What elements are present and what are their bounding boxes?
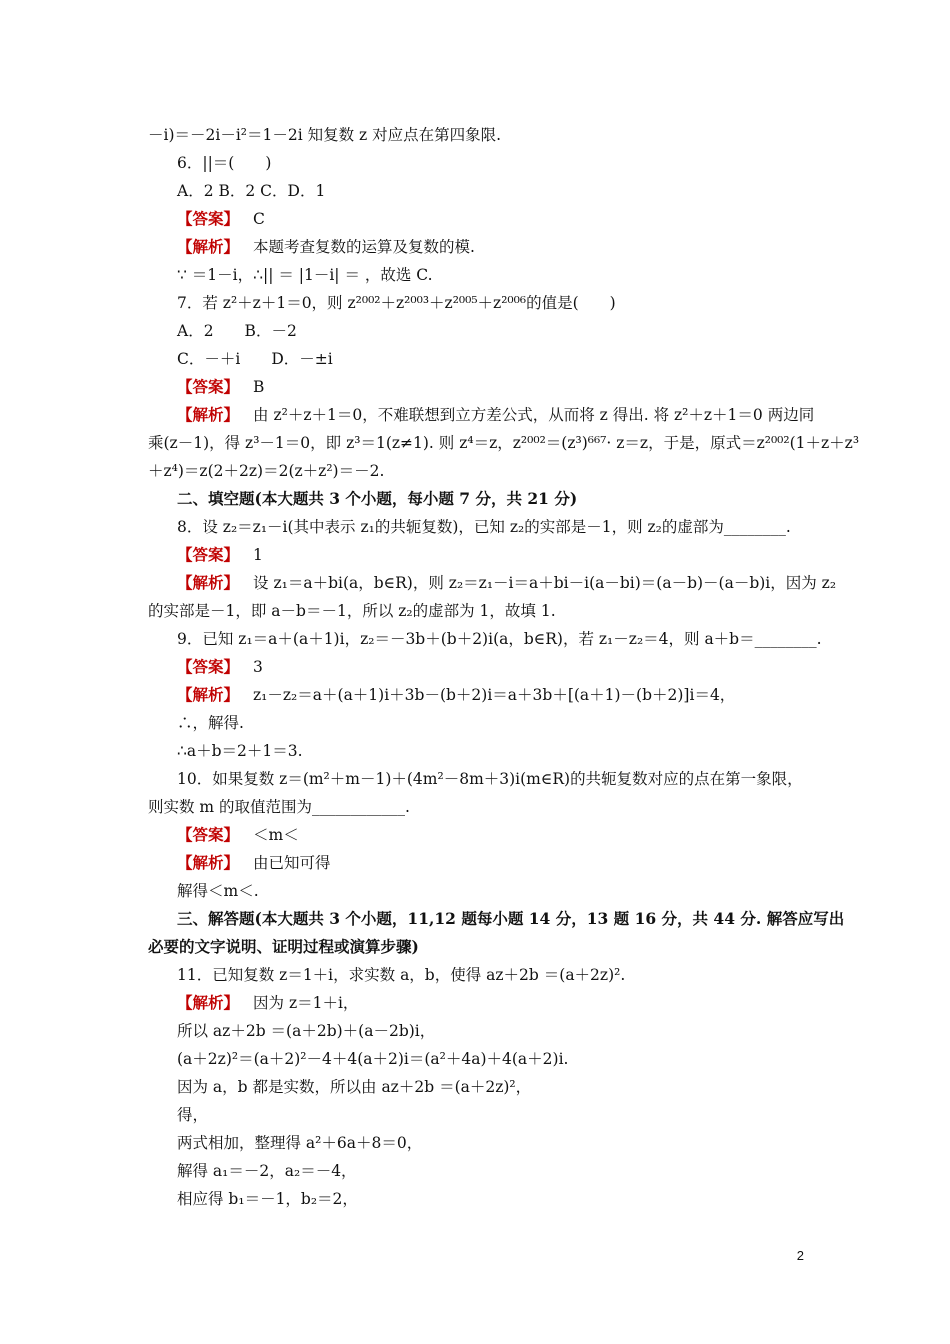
analysis-11: 【解析】 因为 z＝1＋i，	[177, 993, 359, 1012]
analysis-9: 【解析】 z₁－z₂＝a＋(a＋1)i＋3b－(b＋2)i＝a＋3b＋[(a＋1)－(b＋2)]i＝4，	[177, 685, 736, 704]
text-line: 相应得 b₁＝－1，b₂＝2，	[177, 1190, 358, 1208]
analysis-8: 【解析】 设 z₁＝a＋bi(a，b∈R)，则 z₂＝z₁－i＝a＋bi－i(a－bi)＝(a－b)－(a－b)i，因为 z₂	[177, 573, 837, 592]
text-line: 两式相加，整理得 a²＋6a＋8＝0，	[177, 1134, 423, 1152]
answer-tag: 【答案】	[177, 209, 240, 228]
section-heading: 三、解答题(本大题共 3 个小题，11,12 题每小题 14 分，13 题 16 分，共 44 分. 解答应写出	[177, 909, 845, 928]
text-line: ∴，解得.	[177, 714, 244, 732]
options-6: A．2 B．2 C．D．1	[177, 182, 326, 200]
answer-10: 【答案】 ＜m＜	[177, 825, 299, 844]
answer-7: 【答案】 B	[177, 377, 265, 396]
question-10: 10．如果复数 z＝(m²＋m－1)＋(4m²－8m＋3)i(m∈R)的共轭复数对应的点在第一象限，	[177, 770, 803, 788]
text-line: 因为 a，b 都是实数，所以由 az＋2b ＝(a＋2z)²，	[177, 1078, 532, 1096]
section-heading: 二、填空题(本大题共 3 个小题，每小题 7 分，共 21 分)	[177, 489, 578, 508]
options-7: A．2 B．－2	[177, 322, 297, 340]
question-9: 9．已知 z₁＝a＋(a＋1)i，z₂＝－3b＋(b＋2)i(a，b∈R)，若 z₁－z₂＝4，则 a＋b＝________.	[177, 630, 822, 648]
section-heading: 必要的文字说明、证明过程或演算步骤)	[148, 937, 419, 956]
text-line: ∵ ＝1－i，∴|| ＝ |1－i| ＝ ，故选 C.	[177, 266, 433, 284]
answer-tag: 【答案】	[177, 545, 240, 564]
analysis-7: 【解析】 由 z²＋z＋1＝0，不难联想到立方差公式，从而将 z 得出. 将 z²＋z＋1＝0 两边同	[177, 405, 815, 424]
text-line: 解得＜m＜.	[177, 882, 259, 900]
text-line: 得，	[177, 1106, 209, 1124]
text-line: 乘(z－1)，得 z³－1＝0，即 z³＝1(z≠1). 则 z⁴＝z，z²⁰⁰²＝(z³)⁶⁶⁷· z＝z，于是，原式＝z²⁰⁰²(1＋z＋z³	[148, 434, 860, 452]
text-line: 解得 a₁＝－2，a₂＝－4，	[177, 1162, 357, 1180]
analysis-tag: 【解析】	[177, 405, 240, 424]
text-line: ＋z⁴)＝z(2＋2z)＝2(z＋z²)＝－2.	[148, 462, 385, 480]
question-6: 6．||＝( )	[177, 154, 272, 172]
text-line: (a＋2z)²＝(a＋2)²－4＋4(a＋2)i＝(a²＋4a)＋4(a＋2)i.	[177, 1050, 569, 1068]
analysis-tag: 【解析】	[177, 237, 240, 256]
question-7: 7．若 z²＋z＋1＝0，则 z²⁰⁰²＋z²⁰⁰³＋z²⁰⁰⁵＋z²⁰⁰⁶的值是( )	[177, 294, 616, 312]
answer-6: 【答案】 C	[177, 209, 265, 228]
text-line: 的实部是－1，即 a－b＝－1，所以 z₂的虚部为 1，故填 1.	[148, 602, 556, 620]
answer-9: 【答案】 3	[177, 657, 263, 676]
analysis-10: 【解析】 由已知可得	[177, 853, 331, 872]
options-7: C．－＋i D．－±i	[177, 350, 333, 368]
text-line: －i)＝－2i－i²＝1－2i 知复数 z 对应点在第四象限.	[148, 126, 502, 144]
text-line: ∴a＋b＝2＋1＝3.	[177, 742, 303, 760]
analysis-6: 【解析】 本题考查复数的运算及复数的模.	[177, 237, 475, 256]
text-line: 则实数 m 的取值范围为____________.	[148, 798, 410, 816]
analysis-tag: 【解析】	[177, 993, 240, 1012]
page-number: 2	[796, 1248, 804, 1263]
analysis-tag: 【解析】	[177, 685, 240, 704]
answer-tag: 【答案】	[177, 377, 240, 396]
answer-8: 【答案】 1	[177, 545, 263, 564]
question-8: 8．设 z₂＝z₁－i(其中表示 z₁的共轭复数)，已知 z₂的实部是－1，则 z₂的虚部为________.	[177, 518, 791, 536]
analysis-tag: 【解析】	[177, 573, 240, 592]
answer-tag: 【答案】	[177, 825, 240, 844]
text-line: 所以 az＋2b ＝(a＋2b)＋(a－2b)i，	[177, 1022, 436, 1040]
question-11: 11．已知复数 z＝1＋i，求实数 a，b，使得 az＋2b ＝(a＋2z)².	[177, 966, 626, 984]
answer-tag: 【答案】	[177, 657, 240, 676]
analysis-tag: 【解析】	[177, 853, 240, 872]
